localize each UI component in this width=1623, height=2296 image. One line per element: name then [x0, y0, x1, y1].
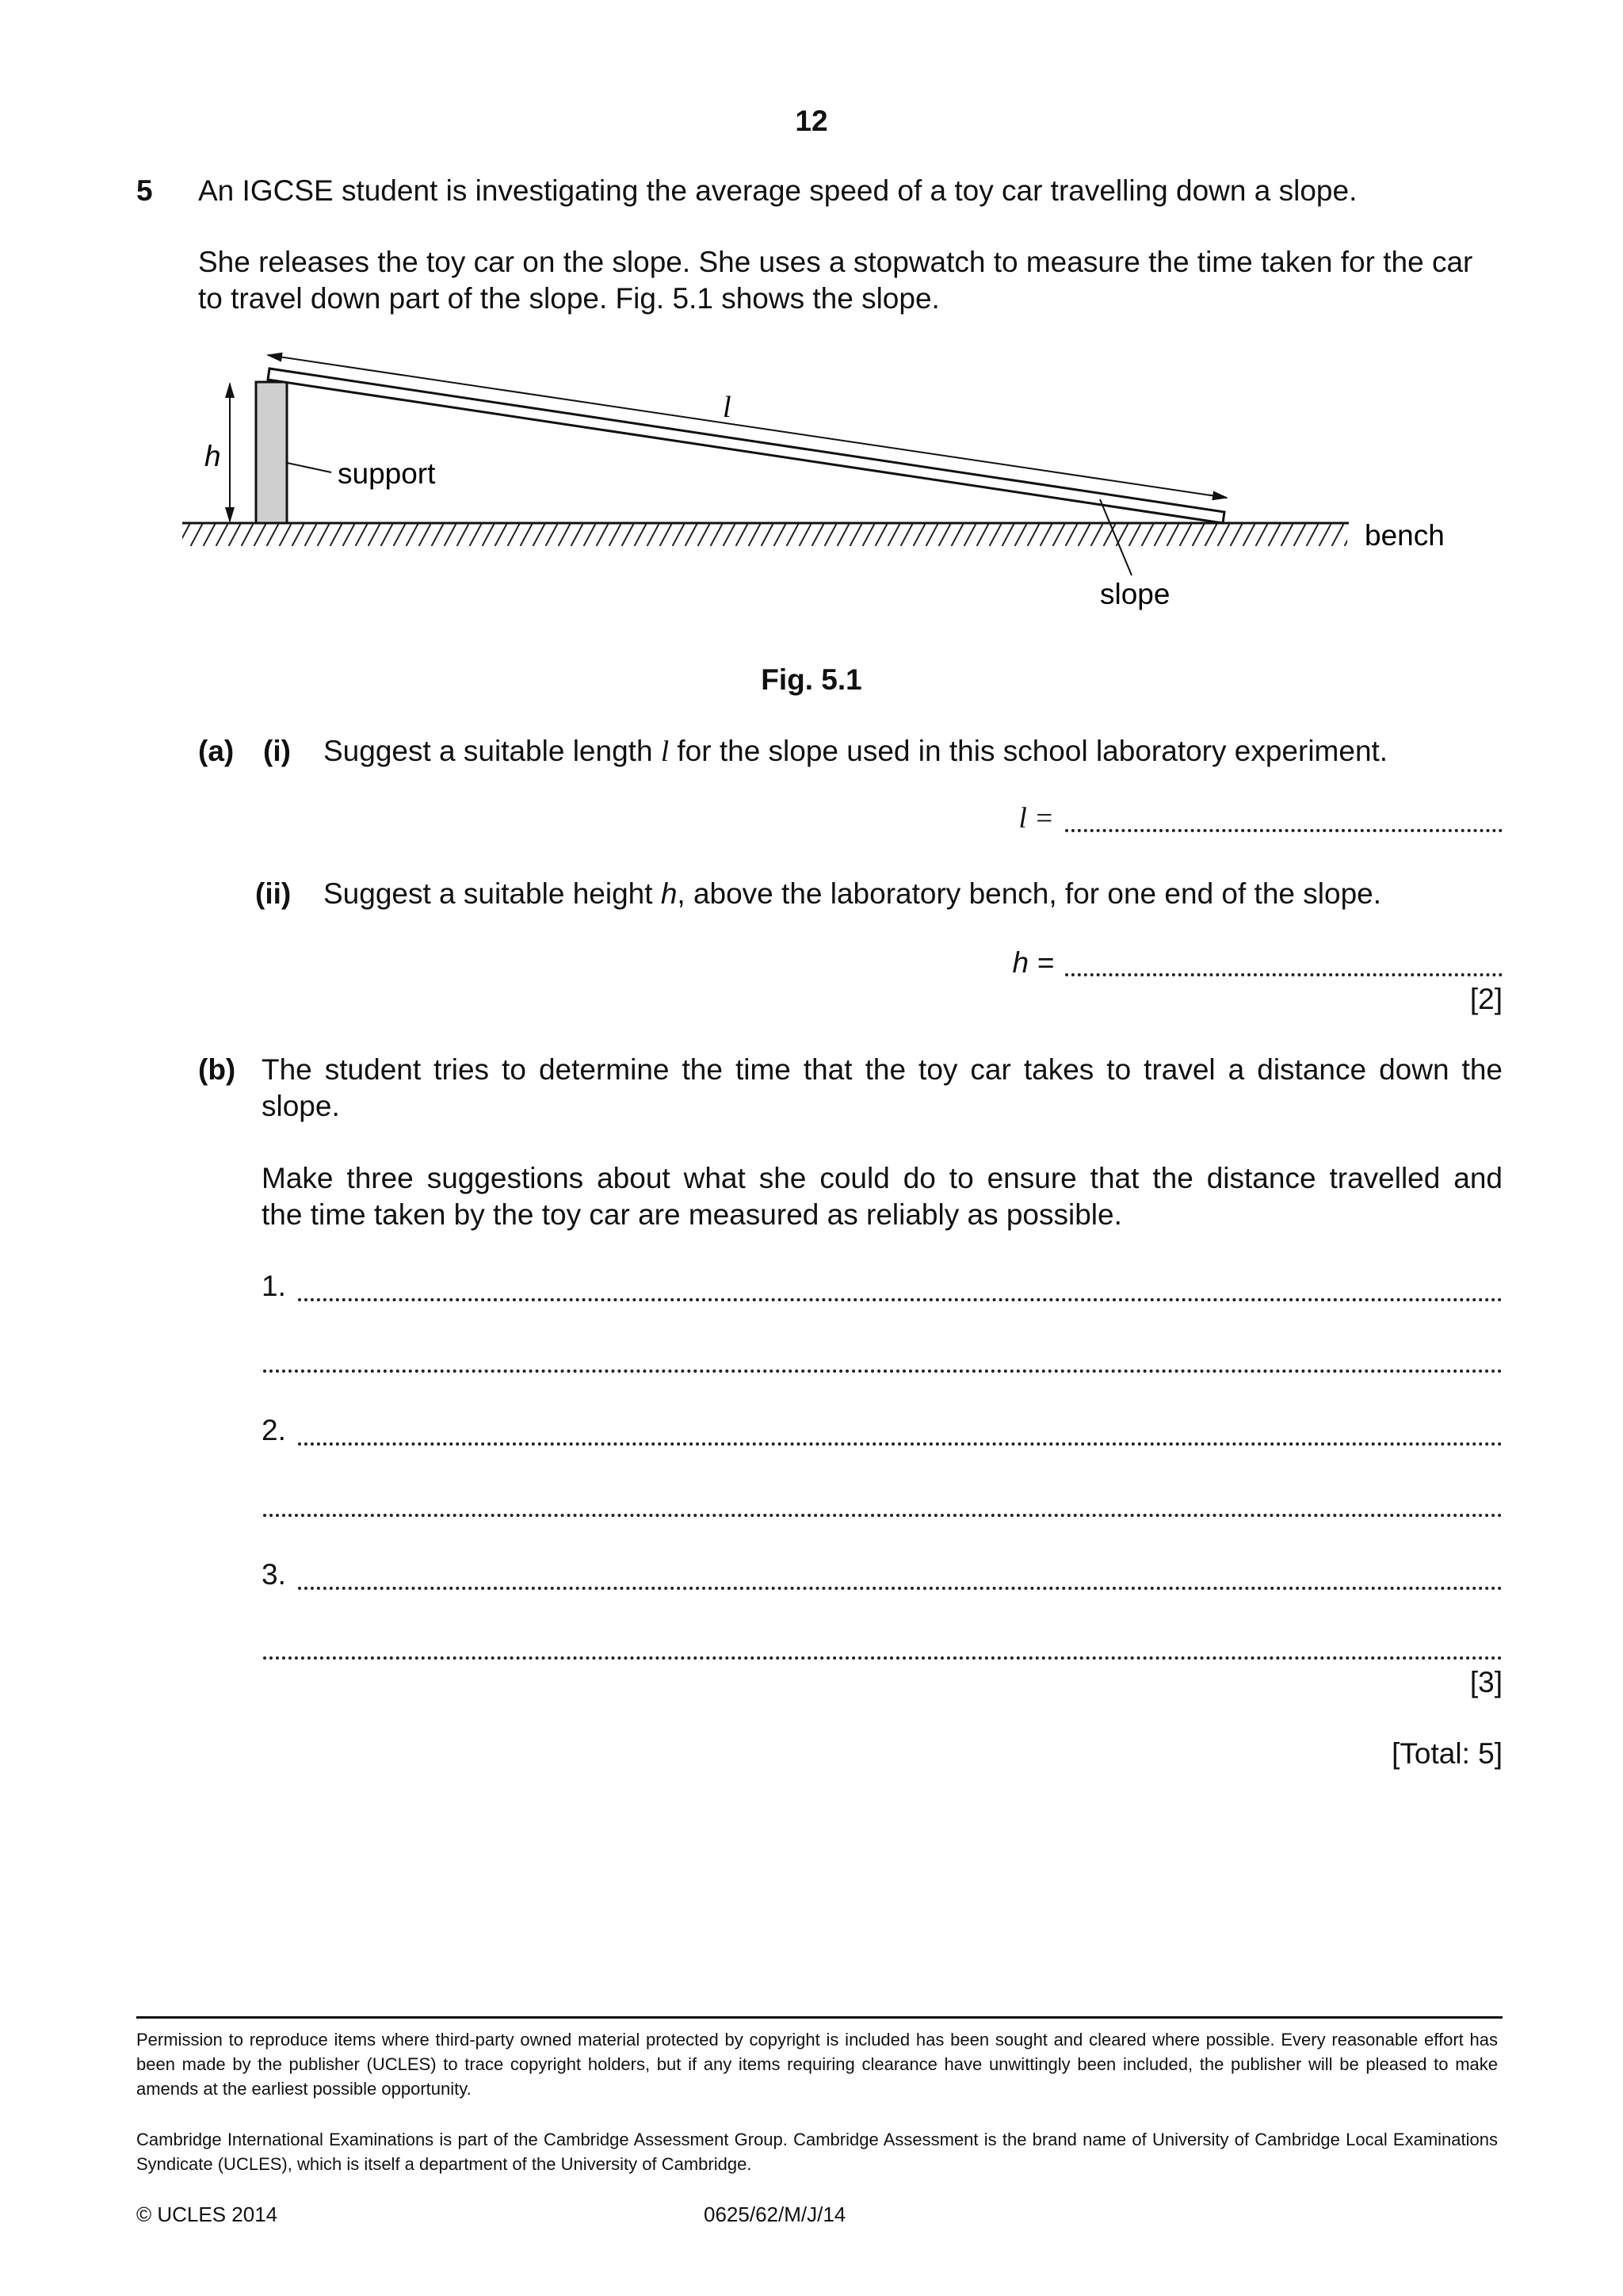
figure-caption: Fig. 5.1	[761, 663, 862, 696]
slope-plank	[268, 369, 1224, 523]
part-b-text-line1: The student tries to determine the time that the toy car takes to travel a distance down the	[262, 1053, 1503, 1086]
question-context-line1: She releases the toy car on the slope. She uses a stopwatch to measure the time taken for the car	[198, 246, 1473, 278]
suggestion-2-number: 2.	[262, 1414, 286, 1446]
support-block	[256, 382, 287, 523]
suggestion-3-line-2[interactable]	[263, 1656, 1503, 1660]
part-b-label: (b)	[198, 1053, 236, 1086]
footer-cambridge: Cambridge International Examinations is part of the Cambridge Assessment Group. Cambridge Assessment is the brand name of University of Cambridge Local Examinations Syndicate (UCLES), which is itself a department of the University of Cambridge.	[136, 2130, 1498, 2174]
part-b-text2-line1: Make three suggestions about what she could do to ensure that the distance travelled and	[262, 1162, 1503, 1194]
part-b-text2-line2: the time taken by the toy car are measured as reliably as possible.	[262, 1198, 1122, 1231]
part-a-ii-question	[323, 876, 1381, 912]
part-a-marks: [2]	[1469, 983, 1503, 1015]
suggestion-3-number: 3.	[262, 1558, 286, 1591]
part-a-ii-label: (ii)	[255, 877, 292, 910]
answer-field-l[interactable]	[1065, 829, 1503, 832]
part-a-label: (a)	[198, 735, 235, 767]
part-a-i-text-before: Suggest a suitable length	[323, 735, 661, 767]
question-number: 5	[136, 174, 153, 207]
bench-hatching	[182, 524, 1347, 546]
label-slope: slope	[1100, 578, 1170, 610]
part-b-marks: [3]	[1469, 1666, 1503, 1698]
suggestion-1-line-1[interactable]	[298, 1298, 1503, 1301]
part-a-i-symbol: l	[660, 735, 670, 768]
answer-label-h: h =	[1012, 946, 1054, 979]
footer-code: 0625/62/M/J/14	[704, 2202, 846, 2226]
suggestion-1-number: 1.	[262, 1270, 286, 1302]
part-a-ii-text-before: Suggest a suitable height	[323, 877, 661, 910]
support-leader-line	[287, 463, 331, 472]
label-l: l	[723, 391, 731, 424]
label-support: support	[338, 457, 436, 490]
label-h: h	[204, 440, 221, 472]
part-a-ii-symbol: h	[660, 877, 678, 910]
question-context-line2: to travel down part of the slope. Fig. 5.1 shows the slope.	[198, 282, 940, 315]
suggestion-3-line-1[interactable]	[298, 1587, 1503, 1590]
part-a-ii-text-after: , above the laboratory bench, for one end of the slope.	[677, 877, 1382, 910]
footer-copyright: © UCLES 2014	[136, 2202, 278, 2226]
suggestion-2-line-2[interactable]	[263, 1514, 1503, 1517]
total-marks: [Total: 5]	[1392, 1737, 1503, 1770]
slope-diagram	[0, 333, 1623, 634]
part-a-i-question	[323, 733, 1388, 770]
part-a-i-text-after: for the slope used in this school laboratory experiment.	[669, 735, 1388, 767]
footer-permission: Permission to reproduce items where third-party owned material protected by copyright is included has been sought and cleared where possible. Every reasonable effort has been made by the publisher (UCLES) to trace copyright holders, but if any items requiring clearance have unwittingly been included, the publisher will be pleased to make amends at the earliest possible opportunity.	[136, 2030, 1498, 2099]
label-bench: bench	[1365, 519, 1445, 552]
answer-field-h[interactable]	[1065, 973, 1503, 976]
suggestion-2-line-1[interactable]	[298, 1442, 1503, 1446]
part-a-i-label: (i)	[263, 735, 291, 767]
question-intro: An IGCSE student is investigating the average speed of a toy car travelling down a slope.	[198, 174, 1358, 207]
footer-rule	[136, 2016, 1503, 2019]
part-b-text-line2: slope.	[262, 1090, 340, 1122]
answer-label-l: l =	[1018, 802, 1054, 835]
suggestion-1-line-2[interactable]	[263, 1370, 1503, 1373]
page-number: 12	[795, 105, 828, 137]
